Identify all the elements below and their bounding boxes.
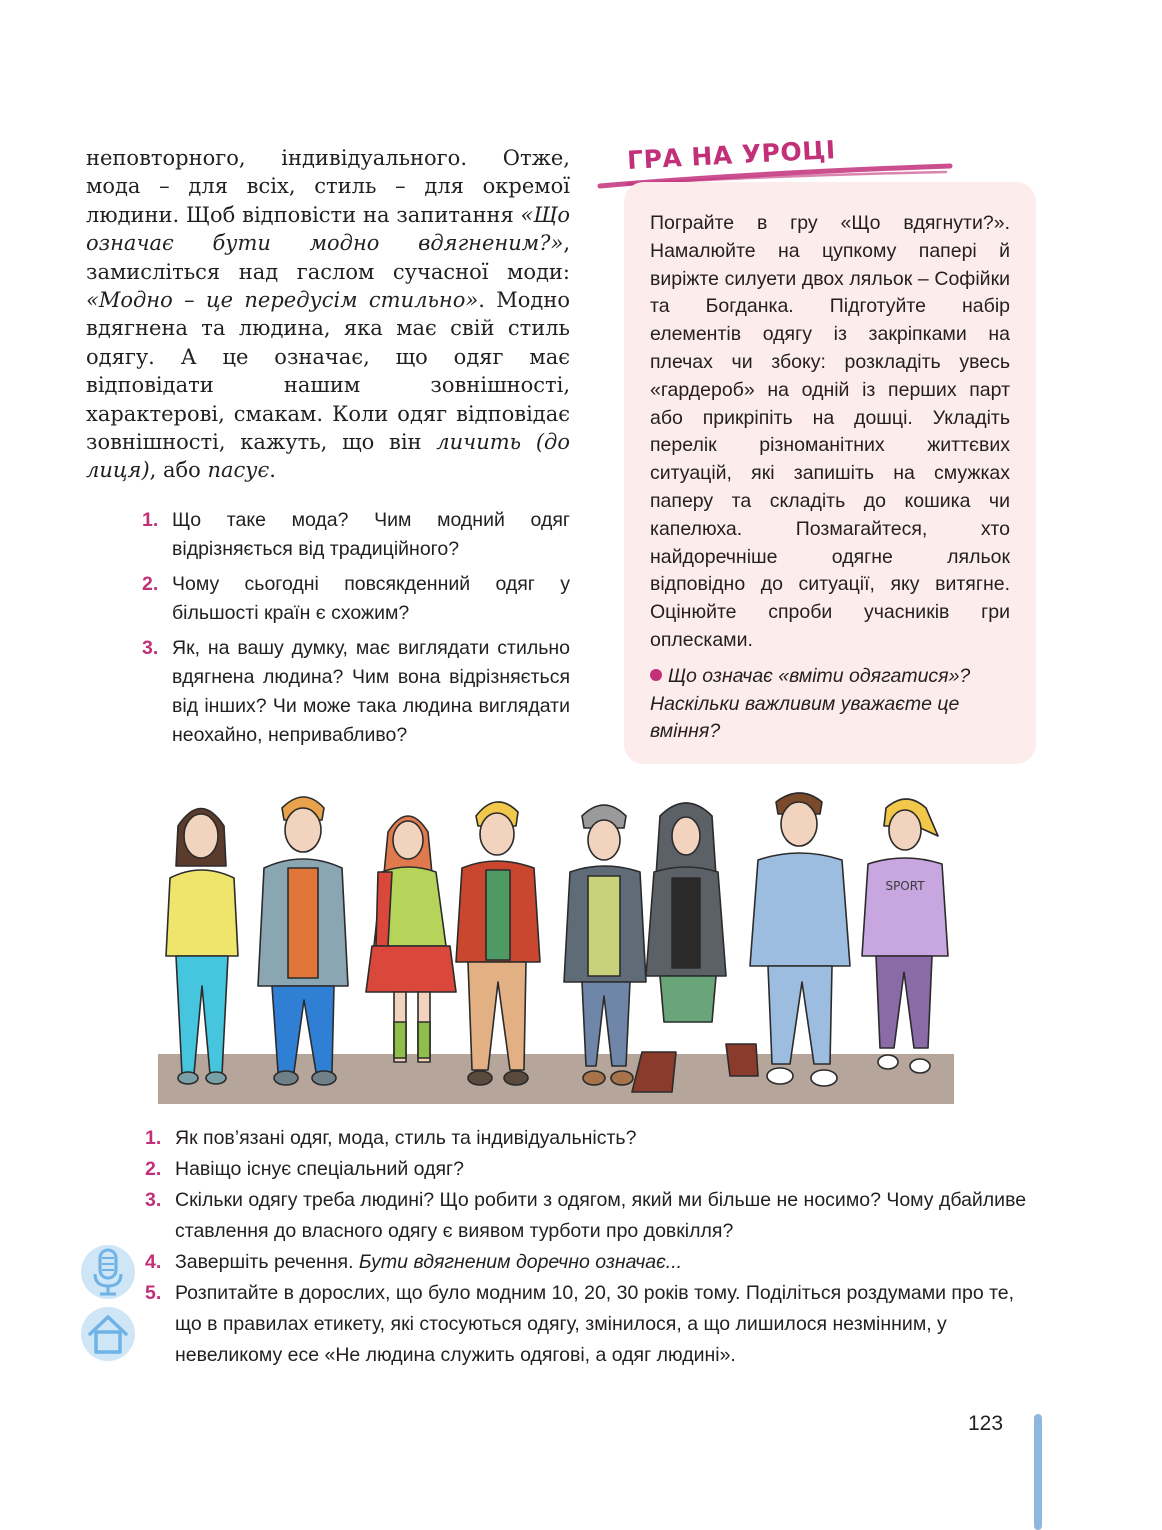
intro-text-3: . Модно вдягнена та людина, яка має свій стиль одягу. А це означає, що одяг має відповідати нашим зовнішності, характерові, смакам. Коли одяг відповідає зовнішності, кажуть, що він [86,288,570,455]
question-number: 2. [145,1158,162,1180]
person-4 [456,802,540,1085]
question-text: Чому сьогодні повсякденний одяг у більшості країн є схожим? [172,573,570,624]
intro-italic-4: пасує [207,458,270,483]
question-number: 1. [145,1127,162,1149]
person-3 [366,816,456,1062]
question-text: Навіщо існує спеціальний одяг? [175,1158,464,1180]
question-text: Що таке мода? Чим модний одяг відрізняється від традиційного? [172,509,570,560]
home-icon [80,1306,136,1362]
page-number: 123 [968,1412,1004,1435]
intro-italic-3: личить (до лиця) [86,430,570,483]
game-text: Пограйте в гру «Що вдягнути?». Намалюйте на цупкому папері й виріжте силуети двох ляльок – Софійки та Богданка. Підготуйте набір елементів одягу із закріпками на плечах чи збоку: розкладіть увесь «гардероб» на одній із перших парт або прикріпіть на дошці. Укладіть перелік різноманітних життєвих ситуацій, які запишіть на смужках паперу та складіть до кошика чи капелюха. Позмагайтеся, хто найдоречніше одягне ляльок відповідно до ситуації, яку витягне. Оцінюйте спроби учасників гри оплесками. [650,212,1010,651]
person-8 [862,799,948,1073]
list-item [145,1247,1045,1278]
person-7 [750,793,850,1086]
person-1 [166,809,238,1085]
question-number: 3. [145,1189,162,1211]
intro-text-5: . [269,458,276,483]
person-5 [564,805,646,1085]
game-question-text: Що означає «вміти одягатися»? Наскільки важливим уважаєте це вміння? [650,664,971,743]
intro-text-1: неповторного, індивідуального. Отже, мода – для всіх, стиль – для окремої людини. Щоб відповісти на запитання [86,146,570,227]
list-item [145,1185,1045,1247]
question-number: 1. [142,509,159,531]
game-box [624,182,1036,764]
bullet-dot [650,669,662,681]
intro-italic-1: «Що означає бути модно вдягненим?» [86,202,570,256]
bottom-question-list [145,1123,1045,1371]
intro-text-4: , або [149,458,208,483]
left-question-list [142,506,570,756]
list-item [142,634,570,750]
question-text: Розпитайте в дорослих, що було модним 10, 20, 30 років тому. Поділіться роздумами про те, що в правилах етикету, які стосуються одягу, змінилося, а що лишилося незмінним, у невеликому есе «Не людина служить одягові, а одяг людині». [175,1282,1015,1366]
intro-text-2: , замисліться над гаслом сучасної моди: [86,231,570,284]
sweatshirt-print: SPORT [885,879,925,893]
question-number: 5. [145,1282,162,1304]
person-6 [632,803,758,1092]
list-item [142,570,570,628]
question-text: Завершіть речення. [175,1251,359,1273]
list-item [142,506,570,564]
game-question [650,663,1010,746]
question-number: 3. [142,637,159,659]
question-number: 2. [142,573,159,595]
microphone-icon [80,1244,136,1300]
question-text: Як пов’язані одяг, мода, стиль та індивідуальність? [175,1127,637,1149]
game-title: ГРА НА УРОЦІ [626,135,837,175]
person-2 [258,797,348,1085]
list-item [145,1278,1045,1371]
question-text: Скільки одягу треба людині? Що робити з одягом, який ми більше не носимо? Чому дбайливе ставлення до власного одягу є виявом турботи про довкілля? [175,1189,1027,1242]
list-item [145,1123,1045,1154]
page-edge-bar [1034,1414,1042,1530]
intro-italic-2: «Модно – це передусім стильно» [86,288,479,313]
question-italic: Бути вдягненим доречно означає... [358,1251,683,1273]
teenagers-illustration [156,786,956,1108]
question-text: Як, на вашу думку, має виглядати стильно вдягнена людина? Чим вона відрізняється від інших? Чи може така людина виглядати неохайно, непривабливо? [172,637,570,746]
question-number: 4. [145,1251,162,1273]
intro-paragraph [86,144,570,485]
list-item [145,1154,1045,1185]
